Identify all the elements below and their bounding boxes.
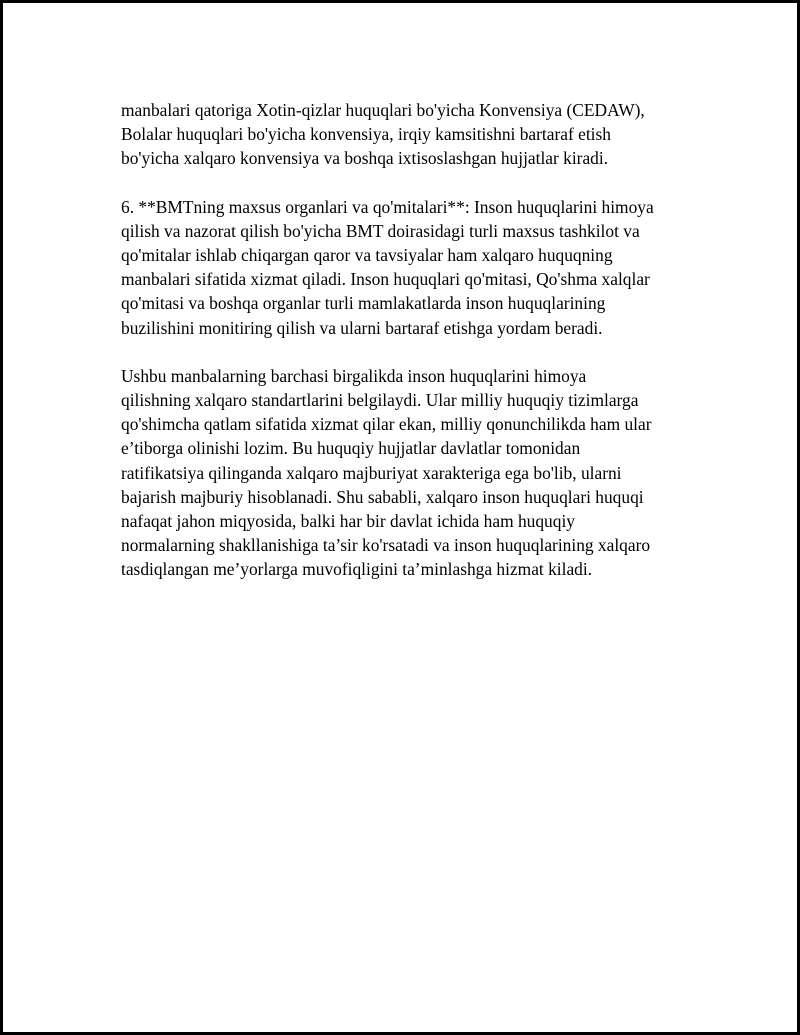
paragraph-conclusion: Ushbu manbalarning barchasi birgalikda inson huquqlarini himoya qilishning xalqaro standartlarini belgilaydi. Ular milliy huquqiy tizimlarga qo'shimcha qatlam sifatida xizmat qilar ekan, milliy qonunchilikda ham ular e’tiborga olinishi lozim. Bu huquqiy hujjatlar davlatlar tomonidan ratifikatsiya qilinganda xalqaro majburiyat xarakteriga ega bo'lib, ularni bajarish majburiy hisoblanadi. Shu sababli, xalqaro inson huquqlari huquqi nafaqat jahon miqyosida, balki har bir davlat ichida ham huquqiy normalarning shakllanishiga ta’sir ko'rsatadi va inson huquqlarining xalqaro tasdiqlangan me’yorlarga muvofiqligini ta’minlashga hizmat kiladi. [121, 365, 652, 580]
paragraph-sources-continued: manbalari qatoriga Xotin-qizlar huquqlari bo'yicha Konvensiya (CEDAW), Bolalar huquqlari bo'yicha konvensiya, irqiy kamsitishni bartaraf etish bo'yicha xalqaro konvensiya va boshqa ixtisoslashgan hujjatlar kiradi. [121, 100, 645, 169]
paragraph-un-bodies: 6. **BMTning maxsus organlari va qo'mitalari**: Inson huquqlarini himoya qilish va nazorat qilish bo'yicha BMT doirasidagi turli maxsus tashkilot va qo'mitalar ishlab chiqargan qaror va tavsiyalar ham xalqaro huquqning manbalari sifatida xizmat qiladi. Inson huquqlari qo'mitasi, Qo'shma xalqlar qo'mitasi va boshqa organlar turli mamlakatlarda inson huquqlarining buzilishini monitiring qilish va ularni bartaraf etishga yordam beradi. [121, 196, 654, 338]
document-body [121, 98, 706, 606]
